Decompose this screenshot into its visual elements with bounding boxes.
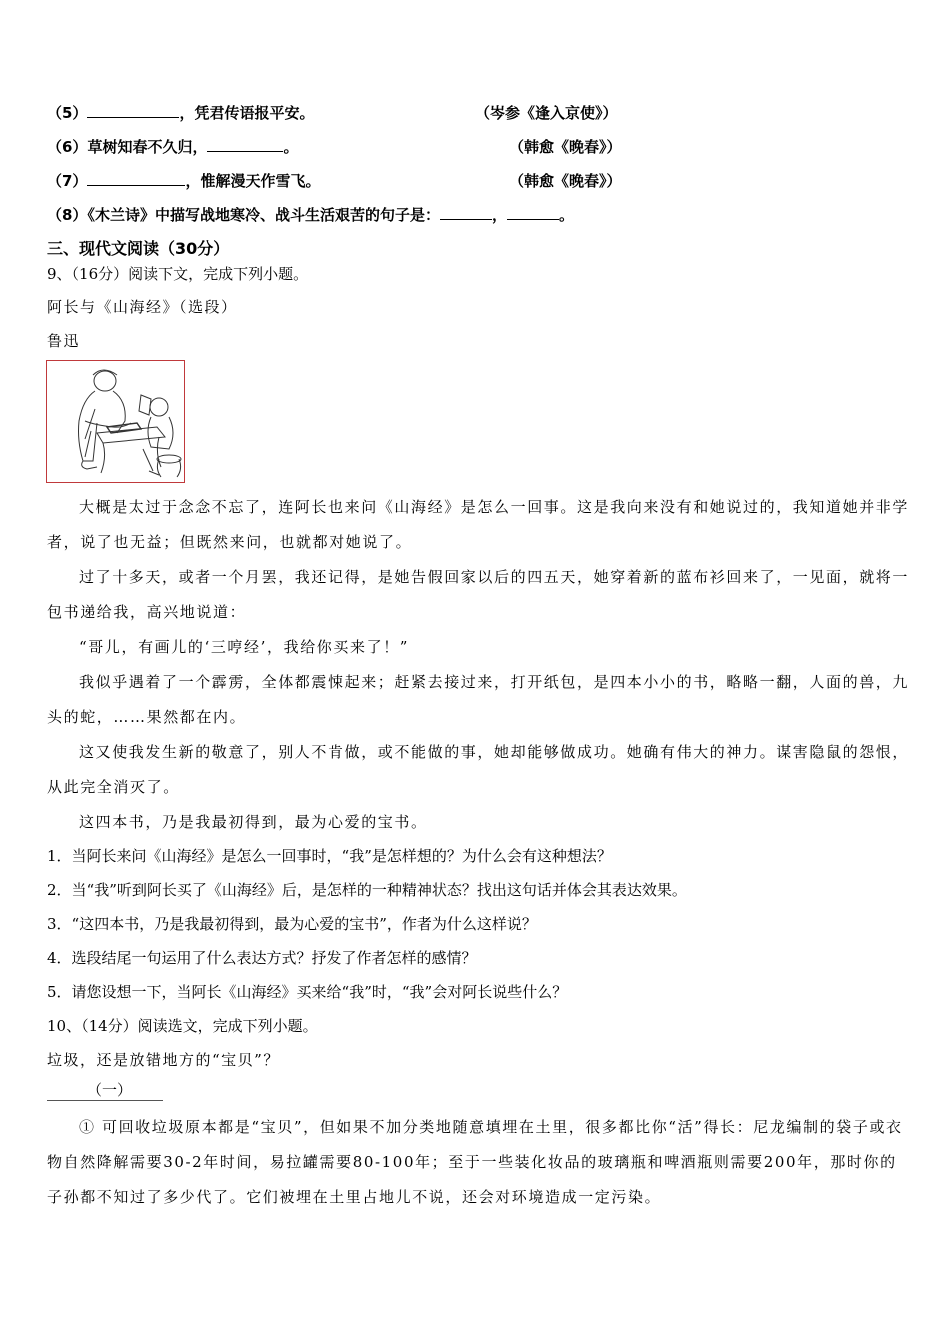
- question-10-header: 10、（14分）阅读选文，完成下列小题。: [47, 1017, 318, 1035]
- separator: ，: [491, 206, 507, 224]
- fill-in-item-8: [47, 205, 747, 225]
- verse-source: （岑参《逢入京使》）: [475, 104, 618, 122]
- sub-question-1: 1．当阿长来问《山海经》是怎么一回事时，“我”是怎样想的？为什么会有这种想法？: [47, 847, 612, 865]
- sub-question-2: 2．当“我”听到阿长买了《山海经》后，是怎样的一种精神状态？找出这句话并体会其表达效果。: [47, 881, 687, 899]
- subsection-heading: [47, 1080, 163, 1101]
- period: 。: [558, 206, 574, 224]
- fill-in-item-6: [47, 137, 667, 157]
- story-paragraph-5: 这又使我发生新的敬意了，别人不肯做，或不能做的事，她却能够做成功。她确有伟大的神力。谋害隐鼠的怨恨，从此完全消灭了。: [47, 743, 910, 796]
- story-paragraph-4: 我似乎遇着了一个霹雳，全体都震悚起来；赶紧去接过来，打开纸包，是四本小小的书，略略一翻，人面的兽，九头的蛇，……果然都在内。: [47, 673, 910, 726]
- story-paragraph-1: 大概是太过于念念不忘了，连阿长也来问《山海经》是怎么一回事。这是我向来没有和她说过的，我知道她并非学者，说了也无益；但既然来问，也就都对她说了。: [47, 498, 910, 551]
- article-title-2: 垃圾，还是放错地方的“宝贝”？: [47, 1051, 280, 1069]
- verse-end: 。: [283, 138, 299, 156]
- item-number: （8）: [47, 206, 88, 224]
- fill-in-item-7: [47, 171, 667, 191]
- verse-source: （韩愈《晚春》）: [509, 172, 622, 190]
- illustration-sketch-icon: [47, 361, 184, 482]
- sub-question-4: 4．选段结尾一句运用了什么表达方式？抒发了作者怎样的感情？: [47, 949, 477, 967]
- answer-blank[interactable]: [87, 171, 185, 186]
- answer-blank-1[interactable]: [440, 205, 492, 220]
- verse-source: （韩愈《晚春》）: [509, 138, 622, 156]
- article-paragraph-1: ① 可回收垃圾原本都是“宝贝”，但如果不加分类地随意填埋在土里，很多都比你“活”得长：尼龙编制的袋子或衣物自然降解需要30-2年时间，易拉罐需要80-100年；至于一些装化妆品的玻璃瓶和啤酒瓶则需要200年，那时你的子孙都不知过了多少代了。它们被埋在土里占地儿不说，还会对环境造成一定污染。: [47, 1118, 903, 1206]
- answer-blank[interactable]: [207, 137, 283, 152]
- sub-question-3: 3．“这四本书，乃是我最初得到，最为心爱的宝书”，作者为什么这样说？: [47, 915, 537, 933]
- item-number: （6）: [47, 138, 88, 156]
- verse-text: ，惟解漫天作雪飞。: [185, 172, 321, 190]
- answer-blank-2[interactable]: [507, 205, 559, 220]
- article-title: 阿长与《山海经》（选段）: [47, 298, 238, 316]
- verse-text: 草树知春不久归，: [87, 138, 208, 156]
- section-title: 三、现代文阅读（30分）: [47, 239, 230, 258]
- article-author: 鲁迅: [47, 332, 81, 350]
- story-paragraph-2: 过了十多天，或者一个月罢，我还记得，是她告假回家以后的四五天，她穿着新的蓝布衫回来了，一见面，就将一包书递给我，高兴地说道：: [47, 568, 910, 621]
- item-number: （5）: [47, 104, 88, 122]
- story-paragraph-3: “哥儿，有画儿的‘三哼经’，我给你买来了！”: [79, 638, 410, 656]
- sub-question-5: 5．请您设想一下，当阿长《山海经》买来给“我”时，“我”会对阿长说些什么？: [47, 983, 568, 1001]
- item-number: （7）: [47, 172, 88, 190]
- subsection-label: （一）: [87, 1081, 133, 1099]
- verse-text: ，凭君传语报平安。: [179, 104, 315, 122]
- question-9-header: 9、（16分）阅读下文，完成下列小题。: [47, 265, 309, 283]
- fill-in-item-5: [47, 103, 667, 123]
- story-paragraph-6: 这四本书，乃是我最初得到，最为心爱的宝书。: [79, 813, 428, 831]
- story-illustration: [46, 360, 185, 483]
- answer-blank[interactable]: [87, 103, 179, 118]
- question-text: 《木兰诗》中描写战地寒冷、战斗生活艰苦的句子是：: [87, 206, 440, 224]
